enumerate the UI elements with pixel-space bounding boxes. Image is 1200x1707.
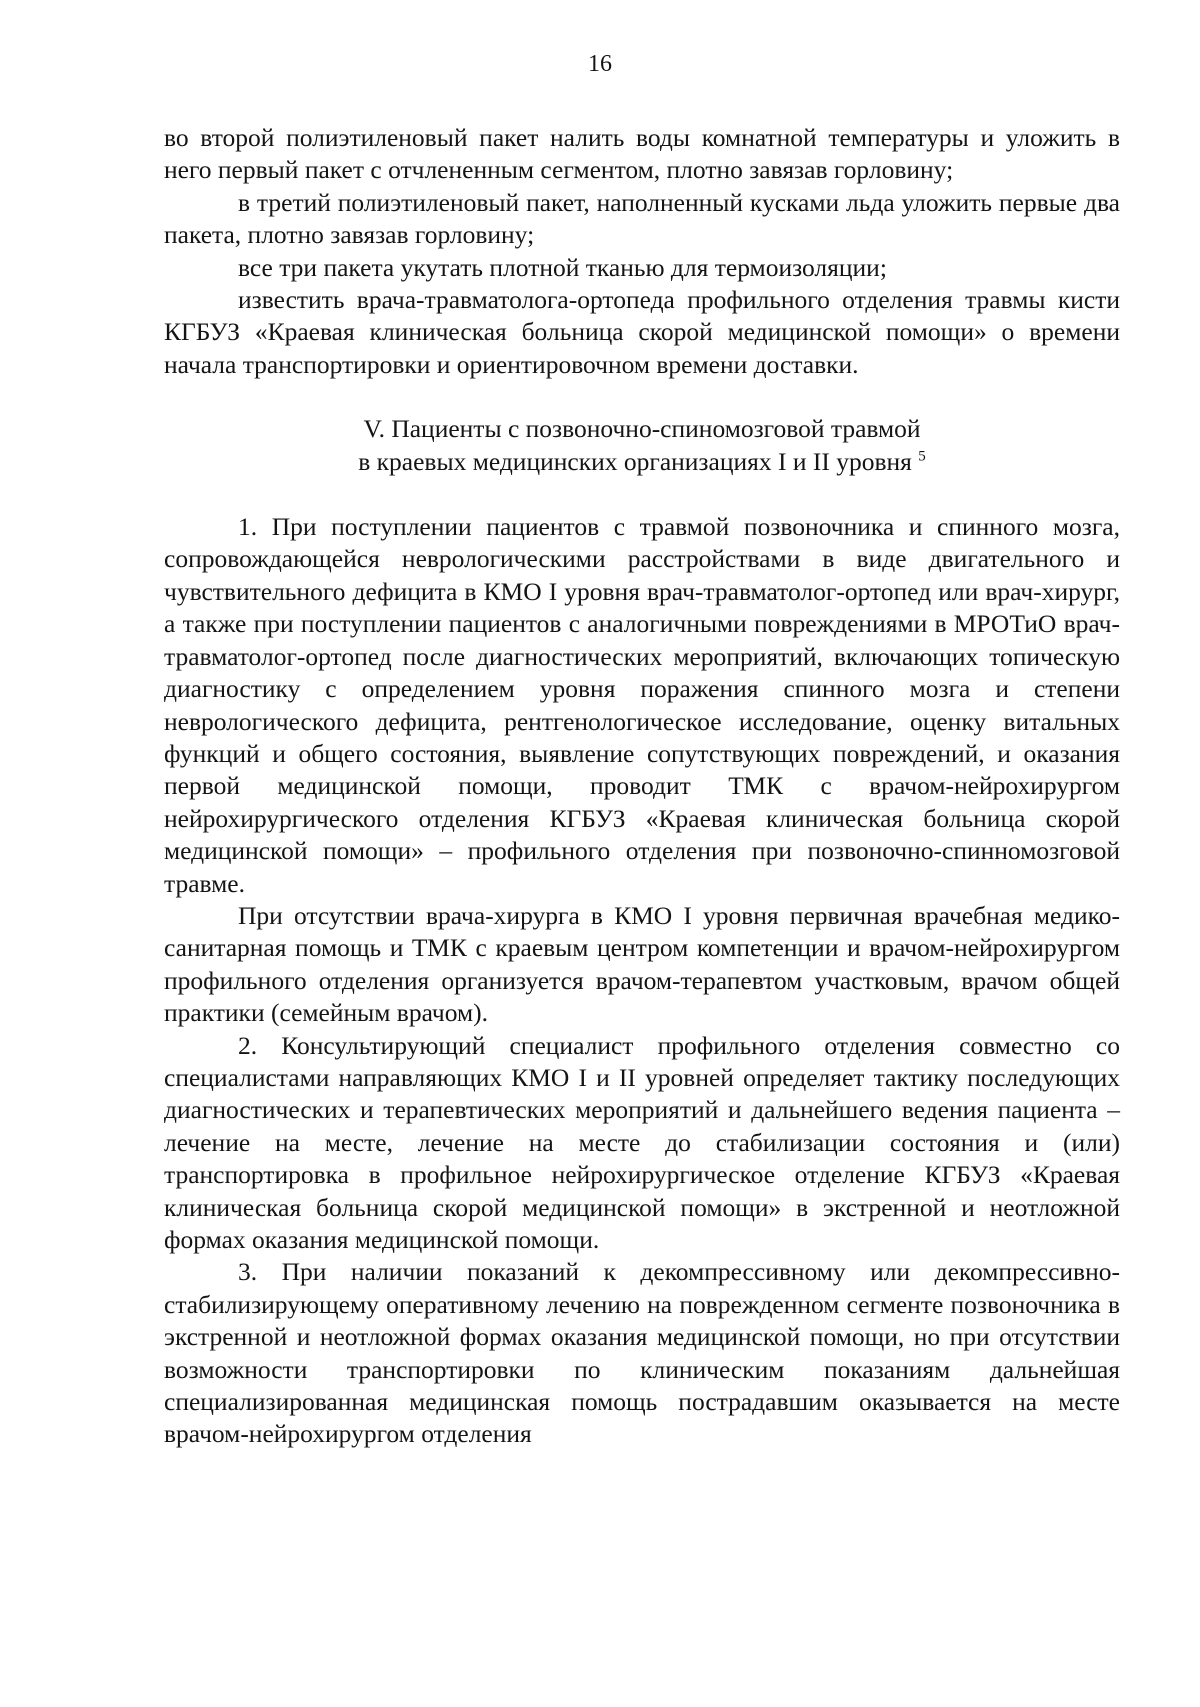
- page-number: 16: [588, 51, 612, 77]
- paragraph-p3: все три пакета укутать плотной тканью для термоизоляции;: [238, 252, 887, 282]
- paragraph-p8: 3. При наличии показаний к декомпрессивному или декомпрессивно-стабилизирующему оперативному лечению на поврежденном сегменте позвоночника в экстренной и неотложной формах оказания медицинской помощи, но при отсутствии возможности транспортировки по клиническим показаниям дальнейшая специализированная медицинская помощь пострадавшим оказывается на месте врачом-нейрохирургом отделения: [164, 1257, 1120, 1449]
- section-heading-line1: V. Пациенты с позвоночно-спиномозговой травмой: [363, 414, 921, 444]
- paragraph-p5: 1. При поступлении пациентов с травмой позвоночника и спинного мозга, сопровождающейся неврологическими расстройствами в виде двигательного и чувствительного дефицита в КМО I уровня врач-травматолог-ортопед или врач-хирург, а также при поступлении пациентов с аналогичными повреждениями в МРОТиО врач-травматолог-ортопед после диагностических мероприятий, включающих топическую диагностику с определением уровня поражения спинного мозга и степени неврологического дефицита, рентгенологическое исследование, оценку витальных функций и общего состояния, выявление сопутствующих повреждений, и оказания первой медицинской помощи, проводит ТМК с врачом-нейрохирургом нейрохирургического отделения КГБУЗ «Краевая клиническая больница скорой медицинской помощи» – профильного отделения при позвоночно-спинномозговой травме.: [164, 512, 1120, 898]
- paragraph-p1: во второй полиэтиленовый пакет налить воды комнатной температуры и уложить в него первый пакет с отчлененным сегментом, плотно завязав горловину;: [164, 123, 1120, 185]
- paragraph-p2: в третий полиэтиленовый пакет, наполненный кусками льда уложить первые два пакета, плотно завязав горловину;: [164, 187, 1120, 250]
- footnote-marker: 5: [918, 448, 926, 465]
- section-heading-line2-wrap: [164, 446, 1120, 478]
- document-body: [164, 122, 1120, 1451]
- paragraph-p6: При отсутствии врача-хирурга в КМО I уровня первичная врачебная медико-санитарная помощь и ТМК с краевым центром компетенции и врачом-нейрохирургом профильного отделения организуется врачом-терапевтом участковым, врачом общей практики (семейным врачом).: [164, 900, 1120, 1028]
- paragraph-p4: известить врача-травматолога-ортопеда профильного отделения травмы кисти КГБУЗ «Краевая клиническая больница скорой медицинской помощи» о времени начала транспортировки и ориентировочном времени доставки.: [164, 285, 1120, 379]
- section-heading: [164, 413, 1120, 478]
- section-heading-line2: в краевых медицинских организациях I и II уровня: [358, 446, 912, 476]
- paragraph-p7: 2. Консультирующий специалист профильного отделения совместно со специалистами направляющих КМО I и II уровней определяет тактику последующих диагностических и терапевтических мероприятий и дальнейшего ведения пациента – лечение на месте, лечение на месте до стабилизации состояния и (или) транспортировка в профильное нейрохирургическое отделение КГБУЗ «Краевая клиническая больница скорой медицинской помощи» в экстренной и неотложной формах оказания медицинской помощи.: [164, 1030, 1120, 1254]
